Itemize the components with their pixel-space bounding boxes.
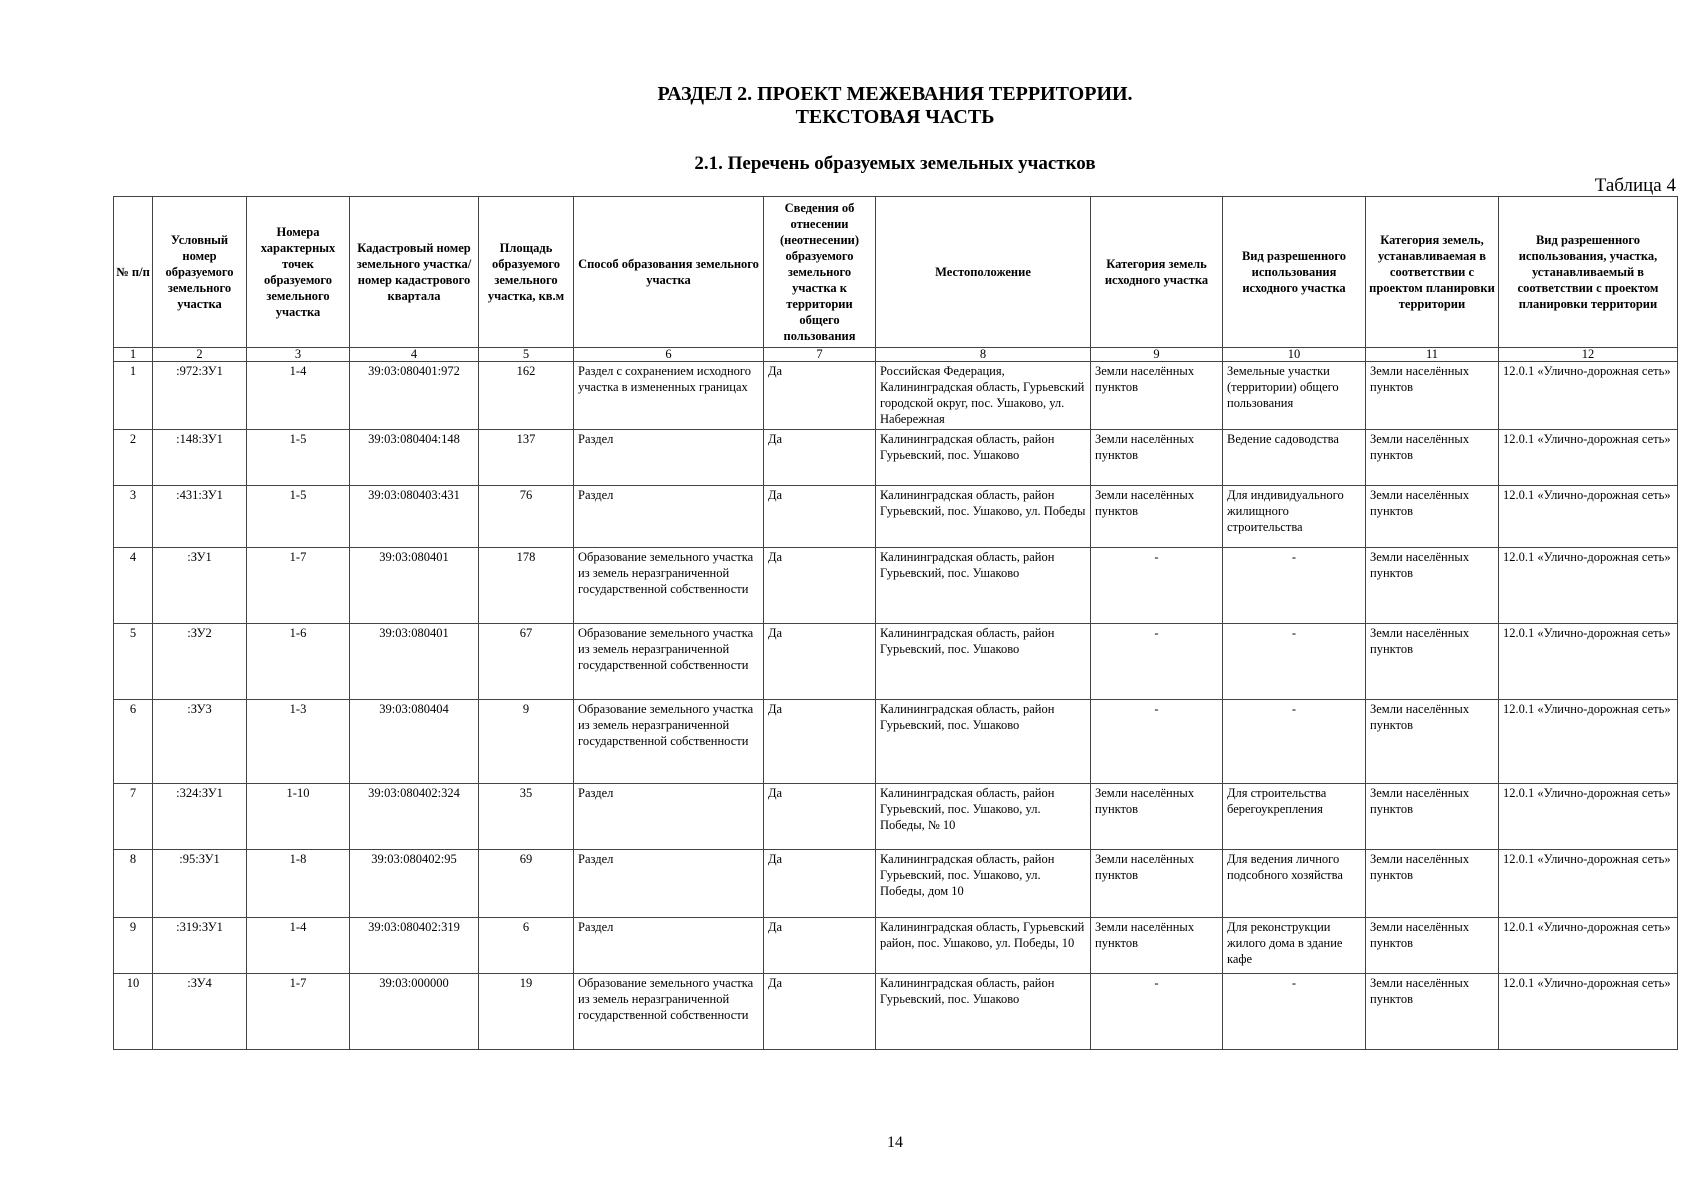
cell-number: 10: [114, 974, 153, 1050]
cell-new-category: Земли населённых пунктов: [1366, 548, 1499, 624]
cell-method: Раздел: [574, 918, 764, 974]
table-row: [114, 430, 1678, 486]
cell-location: Калининградская область, Гурьевский район, пос. Ушаково, ул. Победы, 10: [876, 918, 1091, 974]
section-title: РАЗДЕЛ 2. ПРОЕКТ МЕЖЕВАНИЯ ТЕРРИТОРИИ.: [657, 83, 1133, 105]
col-header-public-use: Сведения об отнесении (неотнесении) образуемого земельного участка к территории общего пользования: [764, 197, 876, 348]
cell-number: 2: [114, 430, 153, 486]
cell-new-category: Земли населённых пунктов: [1366, 850, 1499, 918]
cell-plot-id: :431:ЗУ1: [153, 486, 247, 548]
cell-area: 67: [479, 624, 574, 700]
land-plots-table: [113, 196, 1678, 1050]
col-header-method: Способ образования земельного участка: [574, 197, 764, 348]
cell-public-use: Да: [764, 850, 876, 918]
page-number: 14: [887, 1134, 903, 1151]
cell-area: 9: [479, 700, 574, 784]
cell-source-category: -: [1091, 548, 1223, 624]
cell-number: 4: [114, 548, 153, 624]
cell-plot-id: :ЗУ2: [153, 624, 247, 700]
cell-cadastral: 39:03:080401: [350, 548, 479, 624]
column-number: 9: [1091, 348, 1223, 362]
cell-source-use: Для реконструкции жилого дома в здание кафе: [1223, 918, 1366, 974]
cell-number: 7: [114, 784, 153, 850]
cell-source-use: Для индивидуального жилищного строительства: [1223, 486, 1366, 548]
cell-area: 19: [479, 974, 574, 1050]
col-header-area: Площадь образуемого земельного участка, кв.м: [479, 197, 574, 348]
cell-public-use: Да: [764, 974, 876, 1050]
col-header-points: Номера характерных точек образуемого земельного участка: [247, 197, 350, 348]
column-number-row: [114, 348, 1678, 362]
cell-points: 1-7: [247, 548, 350, 624]
col-header-source-use: Вид разрешенного использования исходного участка: [1223, 197, 1366, 348]
cell-plot-id: :972:ЗУ1: [153, 362, 247, 430]
cell-public-use: Да: [764, 918, 876, 974]
table-row: [114, 784, 1678, 850]
cell-new-use: 12.0.1 «Улично-дорожная сеть»: [1499, 486, 1678, 548]
column-number: 5: [479, 348, 574, 362]
header-row: [114, 197, 1678, 348]
cell-area: 76: [479, 486, 574, 548]
col-header-new-use: Вид разрешенного использования, участка, устанавливаемый в соответствии с проектом планировки территории: [1499, 197, 1678, 348]
cell-public-use: Да: [764, 362, 876, 430]
column-number: 3: [247, 348, 350, 362]
cell-location: Калининградская область, район Гурьевский, пос. Ушаково, ул. Победы: [876, 486, 1091, 548]
col-header-new-category: Категория земель, устанавливаемая в соответствии с проектом планировки территории: [1366, 197, 1499, 348]
cell-plot-id: :ЗУ4: [153, 974, 247, 1050]
cell-public-use: Да: [764, 548, 876, 624]
cell-cadastral: 39:03:080401:972: [350, 362, 479, 430]
section-subtitle-line: ТЕКСТОВАЯ ЧАСТЬ: [795, 106, 995, 128]
cell-new-category: Земли населённых пунктов: [1366, 918, 1499, 974]
cell-cadastral: 39:03:080404: [350, 700, 479, 784]
cell-number: 9: [114, 918, 153, 974]
table-row: [114, 486, 1678, 548]
cell-location: Калининградская область, район Гурьевский, пос. Ушаково: [876, 974, 1091, 1050]
table-row: [114, 624, 1678, 700]
cell-number: 1: [114, 362, 153, 430]
table-row: [114, 700, 1678, 784]
cell-source-category: Земли населённых пунктов: [1091, 784, 1223, 850]
cell-area: 162: [479, 362, 574, 430]
cell-points: 1-4: [247, 362, 350, 430]
cell-source-category: Земли населённых пунктов: [1091, 362, 1223, 430]
table-row: [114, 362, 1678, 430]
cell-new-use: 12.0.1 «Улично-дорожная сеть»: [1499, 850, 1678, 918]
cell-new-category: Земли населённых пунктов: [1366, 486, 1499, 548]
cell-source-category: -: [1091, 624, 1223, 700]
cell-method: Раздел с сохранением исходного участка в измененных границах: [574, 362, 764, 430]
cell-new-use: 12.0.1 «Улично-дорожная сеть»: [1499, 918, 1678, 974]
cell-source-use: Земельные участки (территории) общего пользования: [1223, 362, 1366, 430]
cell-plot-id: :319:ЗУ1: [153, 918, 247, 974]
cell-source-use: Ведение садоводства: [1223, 430, 1366, 486]
cell-source-use: -: [1223, 624, 1366, 700]
cell-new-use: 12.0.1 «Улично-дорожная сеть»: [1499, 624, 1678, 700]
cell-new-category: Земли населённых пунктов: [1366, 784, 1499, 850]
cell-method: Раздел: [574, 784, 764, 850]
cell-plot-id: :ЗУ3: [153, 700, 247, 784]
cell-location: Калининградская область, район Гурьевский, пос. Ушаково: [876, 548, 1091, 624]
cell-new-category: Земли населённых пунктов: [1366, 700, 1499, 784]
cell-method: Образование земельного участка из земель неразграниченной государственной собственности: [574, 700, 764, 784]
cell-cadastral: 39:03:080402:95: [350, 850, 479, 918]
cell-public-use: Да: [764, 486, 876, 548]
column-number: 6: [574, 348, 764, 362]
table-row: [114, 918, 1678, 974]
table-row: [114, 548, 1678, 624]
cell-points: 1-4: [247, 918, 350, 974]
col-header-source-category: Категория земель исходного участка: [1091, 197, 1223, 348]
cell-new-use: 12.0.1 «Улично-дорожная сеть»: [1499, 700, 1678, 784]
col-header-number: № п/п: [114, 197, 153, 348]
cell-cadastral: 39:03:080403:431: [350, 486, 479, 548]
table-label: Таблица 4: [1594, 175, 1676, 196]
cell-points: 1-3: [247, 700, 350, 784]
col-header-cadastral: Кадастровый номер земельного участка/номер кадастрового квартала: [350, 197, 479, 348]
cell-method: Раздел: [574, 430, 764, 486]
cell-method: Образование земельного участка из земель неразграниченной государственной собственности: [574, 974, 764, 1050]
cell-public-use: Да: [764, 784, 876, 850]
column-number: 8: [876, 348, 1091, 362]
cell-source-use: Для ведения личного подсобного хозяйства: [1223, 850, 1366, 918]
col-header-plot-id: Условный номер образуемого земельного участка: [153, 197, 247, 348]
column-number: 1: [114, 348, 153, 362]
cell-points: 1-7: [247, 974, 350, 1050]
cell-new-category: Земли населённых пунктов: [1366, 362, 1499, 430]
cell-method: Образование земельного участка из земель неразграниченной государственной собственности: [574, 624, 764, 700]
cell-number: 8: [114, 850, 153, 918]
cell-location: Калининградская область, район Гурьевский, пос. Ушаково, ул. Победы, № 10: [876, 784, 1091, 850]
cell-area: 6: [479, 918, 574, 974]
cell-public-use: Да: [764, 624, 876, 700]
column-number: 2: [153, 348, 247, 362]
cell-cadastral: 39:03:080404:148: [350, 430, 479, 486]
cell-plot-id: :95:ЗУ1: [153, 850, 247, 918]
cell-plot-id: :ЗУ1: [153, 548, 247, 624]
cell-source-category: Земли населённых пунктов: [1091, 430, 1223, 486]
cell-source-category: Земли населённых пунктов: [1091, 918, 1223, 974]
col-header-location: Местоположение: [876, 197, 1091, 348]
cell-points: 1-5: [247, 430, 350, 486]
cell-source-category: -: [1091, 974, 1223, 1050]
column-number: 12: [1499, 348, 1678, 362]
cell-area: 137: [479, 430, 574, 486]
cell-points: 1-8: [247, 850, 350, 918]
cell-new-category: Земли населённых пунктов: [1366, 974, 1499, 1050]
cell-method: Раздел: [574, 486, 764, 548]
cell-source-use: Для строительства берегоукрепления: [1223, 784, 1366, 850]
cell-public-use: Да: [764, 430, 876, 486]
cell-points: 1-5: [247, 486, 350, 548]
column-number: 7: [764, 348, 876, 362]
cell-number: 3: [114, 486, 153, 548]
column-number: 4: [350, 348, 479, 362]
column-number: 11: [1366, 348, 1499, 362]
cell-source-use: -: [1223, 700, 1366, 784]
cell-source-use: -: [1223, 548, 1366, 624]
cell-new-category: Земли населённых пунктов: [1366, 624, 1499, 700]
cell-cadastral: 39:03:080402:324: [350, 784, 479, 850]
cell-area: 178: [479, 548, 574, 624]
cell-location: Российская Федерация, Калининградская область, Гурьевский городской округ, пос. Ушаково, ул. Набережная: [876, 362, 1091, 430]
column-number: 10: [1223, 348, 1366, 362]
cell-public-use: Да: [764, 700, 876, 784]
cell-new-use: 12.0.1 «Улично-дорожная сеть»: [1499, 430, 1678, 486]
cell-location: Калининградская область, район Гурьевский, пос. Ушаково, ул. Победы, дом 10: [876, 850, 1091, 918]
cell-cadastral: 39:03:000000: [350, 974, 479, 1050]
cell-location: Калининградская область, район Гурьевский, пос. Ушаково: [876, 624, 1091, 700]
cell-location: Калининградская область, район Гурьевский, пос. Ушаково: [876, 700, 1091, 784]
cell-plot-id: :324:ЗУ1: [153, 784, 247, 850]
cell-new-use: 12.0.1 «Улично-дорожная сеть»: [1499, 974, 1678, 1050]
cell-source-category: Земли населённых пунктов: [1091, 486, 1223, 548]
table-row: [114, 974, 1678, 1050]
cell-cadastral: 39:03:080402:319: [350, 918, 479, 974]
cell-number: 6: [114, 700, 153, 784]
cell-cadastral: 39:03:080401: [350, 624, 479, 700]
table-row: [114, 850, 1678, 918]
cell-new-use: 12.0.1 «Улично-дорожная сеть»: [1499, 548, 1678, 624]
cell-points: 1-10: [247, 784, 350, 850]
cell-method: Раздел: [574, 850, 764, 918]
cell-area: 35: [479, 784, 574, 850]
cell-new-use: 12.0.1 «Улично-дорожная сеть»: [1499, 362, 1678, 430]
subsection-title: 2.1. Перечень образуемых земельных участков: [694, 153, 1096, 174]
cell-source-category: Земли населённых пунктов: [1091, 850, 1223, 918]
cell-number: 5: [114, 624, 153, 700]
cell-new-category: Земли населённых пунктов: [1366, 430, 1499, 486]
cell-method: Образование земельного участка из земель неразграниченной государственной собственности: [574, 548, 764, 624]
cell-area: 69: [479, 850, 574, 918]
cell-points: 1-6: [247, 624, 350, 700]
cell-new-use: 12.0.1 «Улично-дорожная сеть»: [1499, 784, 1678, 850]
cell-location: Калининградская область, район Гурьевский, пос. Ушаково: [876, 430, 1091, 486]
cell-source-category: -: [1091, 700, 1223, 784]
cell-source-use: -: [1223, 974, 1366, 1050]
cell-plot-id: :148:ЗУ1: [153, 430, 247, 486]
